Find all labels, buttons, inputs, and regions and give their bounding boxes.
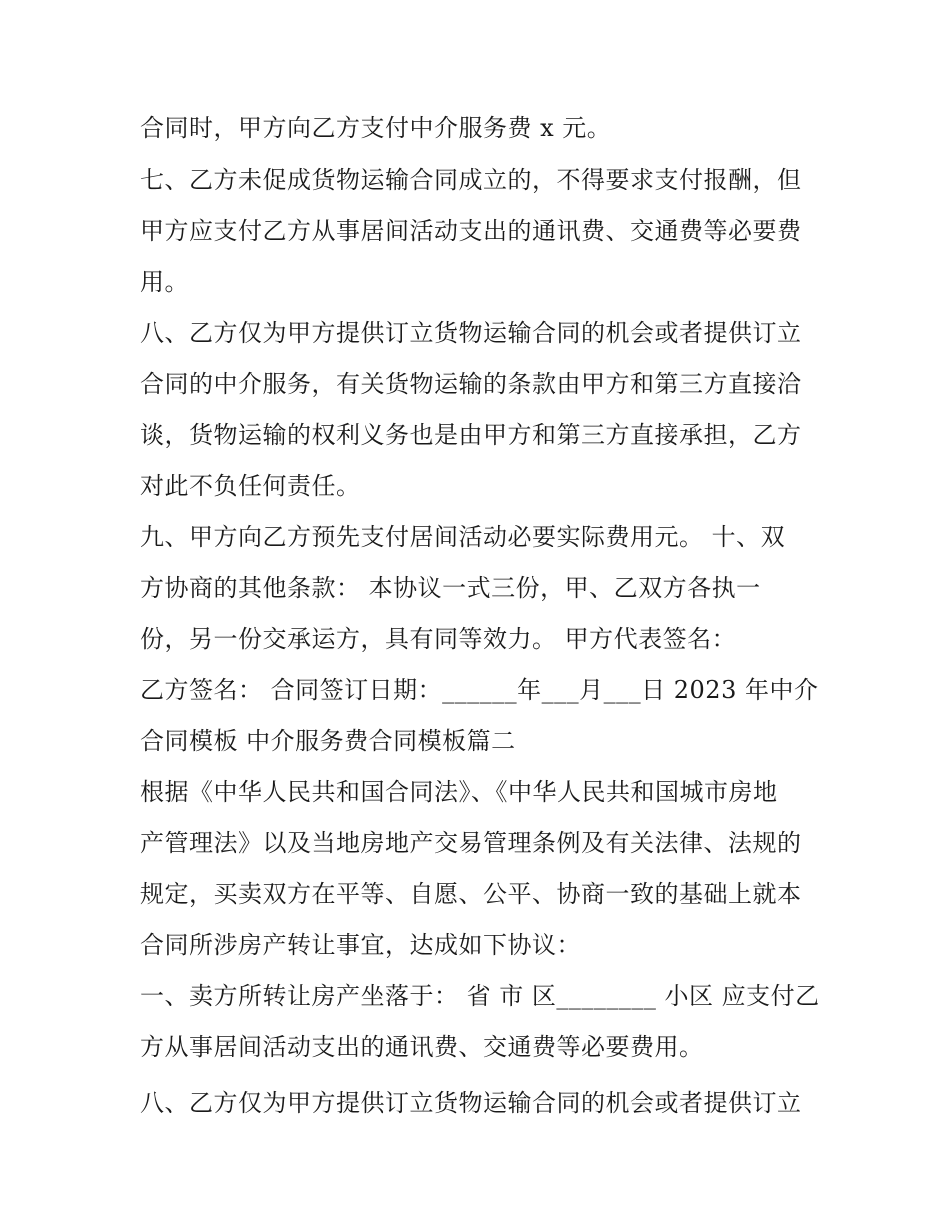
text-line: 乙方签名： 合同签订日期：______年___月___日 2023 年中介 [140,676,819,704]
text-line: 七、乙方未促成货物运输合同成立的，不得要求支付报酬，但 [140,166,802,194]
text-line: 产管理法》以及当地房地产交易管理条例及有关法律、法规的 [140,829,802,857]
text-line: 合同所涉房产转让事宜，达成如下协议： [140,931,581,959]
text-line: 方协商的其他条款： 本协议一式三份，甲、乙双方各执一 [140,574,761,602]
text-line: 用。 [140,268,189,296]
text-line: 九、甲方向乙方预先支付居间活动必要实际费用元。 十、双 [140,523,786,551]
text-line: 规定，买卖双方在平等、自愿、公平、协商一致的基础上就本 [140,880,802,908]
text-line: 合同的中介服务，有关货物运输的条款由甲方和第三方直接洽 [140,370,802,398]
text-line: 合同时，甲方向乙方支付中介服务费 x 元。 [140,114,612,142]
text-line: 八、乙方仅为甲方提供订立货物运输合同的机会或者提供订立 [140,1089,802,1117]
text-line: 一、卖方所转让房产坐落于： 省 市 区________ 小区 应支付乙 [140,982,820,1010]
text-line: 方从事居间活动支出的通讯费、交通费等必要费用。 [140,1033,704,1061]
text-line: 份，另一份交承运方，具有同等效力。 甲方代表签名： [140,625,737,653]
text-line: 谈，货物运输的权利义务也是由甲方和第三方直接承担，乙方 [140,421,802,449]
text-line: 甲方应支付乙方从事居间活动支出的通讯费、交通费等必要费 [140,217,802,245]
text-line: 根据《中华人民共和国合同法》、《中华人民共和国城市房地 [140,778,778,806]
text-line: 合同模板 中介服务费合同模板篇二 [140,727,516,755]
text-line: 对此不负任何责任。 [140,472,361,500]
text-line: 八、乙方仅为甲方提供订立货物运输合同的机会或者提供订立 [140,319,802,347]
